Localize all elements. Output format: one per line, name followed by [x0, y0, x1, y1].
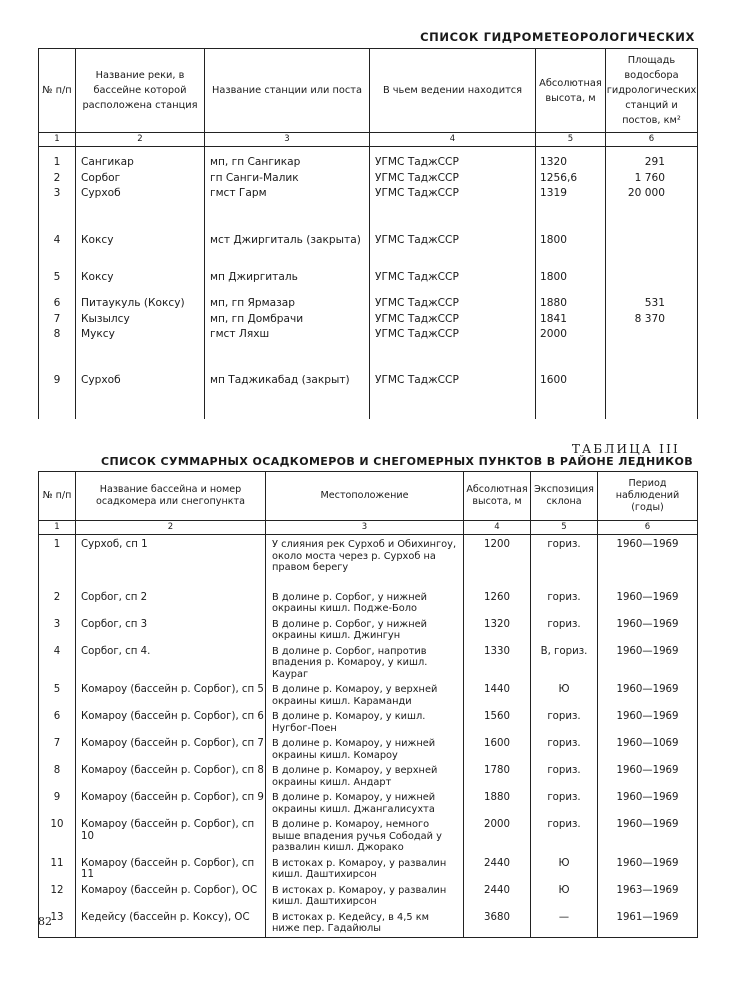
- exposure: гориз.: [531, 761, 598, 788]
- row-number: 3: [39, 615, 76, 642]
- river-name: Сурхоб: [76, 373, 205, 419]
- table-row: [39, 233, 698, 270]
- table-row: [39, 312, 698, 328]
- exposure: —: [531, 908, 598, 938]
- height: 1320: [536, 155, 606, 171]
- row-number: 1: [39, 155, 76, 171]
- gauge-name: Комароу (бассейн р. Сорбог), сп 5: [76, 680, 266, 707]
- height: 2000: [464, 815, 531, 854]
- header-cell: Название бассейна и номер осадкомера или снегопункта: [76, 472, 266, 521]
- height: 1600: [536, 373, 606, 419]
- table-row: [39, 680, 698, 707]
- row-number: 10: [39, 815, 76, 854]
- height: 1200: [464, 535, 531, 588]
- row-number: 7: [39, 312, 76, 328]
- period: 1960—1969: [598, 615, 698, 642]
- location: В долине р. Сорбог, у нижней окраины кишл. Джингун: [266, 615, 464, 642]
- table-title: СПИСОК СУММАРНЫХ ОСАДКОМЕРОВ И СНЕГОМЕРНЫХ ПУНКТОВ В РАЙОНЕ ЛЕДНИКОВ: [101, 455, 694, 468]
- station-name: гп Санги-Малик: [205, 171, 370, 187]
- height: 1256,6: [536, 171, 606, 187]
- location: В долине р. Комароу, у верхней окраины кишл. Караманди: [266, 680, 464, 707]
- location: В долине р. Комароу, у нижней окраины кишл. Джангалисухта: [266, 788, 464, 815]
- gauge-name: Сорбог, сп 2: [76, 588, 266, 615]
- header-cell: Экспозиция склона: [531, 472, 598, 521]
- page-number: 82: [38, 915, 52, 928]
- row-number: 5: [39, 270, 76, 296]
- table-row: [39, 734, 698, 761]
- owner: УГМС ТаджССР: [370, 327, 536, 373]
- owner: УГМС ТаджССР: [370, 171, 536, 187]
- period: 1963—1969: [598, 881, 698, 908]
- location: В долине р. Комароу, у верхней окраины кишл. Андарт: [266, 761, 464, 788]
- gauge-name: Комароу (бассейн р. Сорбог), ОС: [76, 881, 266, 908]
- header-cell: В чьем ведении находится: [370, 49, 536, 133]
- column-number: 4: [464, 521, 531, 535]
- row-number: 6: [39, 296, 76, 312]
- exposure: гориз.: [531, 707, 598, 734]
- table-row: [39, 373, 698, 419]
- table-row: [39, 815, 698, 854]
- station-name: мп, гп Сангикар: [205, 155, 370, 171]
- station-name: мст Джиргиталь (закрыта): [205, 233, 370, 270]
- height: 2440: [464, 881, 531, 908]
- owner: УГМС ТаджССР: [370, 296, 536, 312]
- column-number-row: [39, 521, 698, 535]
- area: 20 000: [606, 186, 698, 233]
- station-name: мп Джиргиталь: [205, 270, 370, 296]
- height: 1320: [464, 615, 531, 642]
- station-name: мп, гп Домбрачи: [205, 312, 370, 328]
- header-cell: Название реки, в бассейне которой расположена станция: [76, 49, 205, 133]
- station-name: гмст Гарм: [205, 186, 370, 233]
- location: У слияния рек Сурхоб и Обихингоу, около моста через р. Сурхоб на правом берегу: [266, 535, 464, 588]
- height: 2440: [464, 854, 531, 881]
- height: 1319: [536, 186, 606, 233]
- gauge-name: Кедейсу (бассейн р. Коксу), ОС: [76, 908, 266, 938]
- area: [606, 270, 698, 296]
- river-name: Коксу: [76, 233, 205, 270]
- location: В истоках р. Комароу, у развалин кишл. Даштихирсон: [266, 881, 464, 908]
- column-number: 3: [266, 521, 464, 535]
- exposure: гориз.: [531, 588, 598, 615]
- row-number: 2: [39, 171, 76, 187]
- owner: УГМС ТаджССР: [370, 373, 536, 419]
- station-name: мп, гп Ярмазар: [205, 296, 370, 312]
- row-number: 9: [39, 373, 76, 419]
- table-row: [39, 155, 698, 171]
- exposure: гориз.: [531, 615, 598, 642]
- area: [606, 327, 698, 373]
- exposure: Ю: [531, 881, 598, 908]
- river-name: Сурхоб: [76, 186, 205, 233]
- table-row: [39, 642, 698, 681]
- table-label: ТАБЛИЦА III: [571, 442, 680, 456]
- row-number: 8: [39, 327, 76, 373]
- height: 1330: [464, 642, 531, 681]
- exposure: гориз.: [531, 815, 598, 854]
- column-number: 5: [531, 521, 598, 535]
- row-number: 6: [39, 707, 76, 734]
- exposure: гориз.: [531, 535, 598, 588]
- area: [606, 373, 698, 419]
- exposure: гориз.: [531, 734, 598, 761]
- river-name: Коксу: [76, 270, 205, 296]
- row-number: 11: [39, 854, 76, 881]
- table-row: [39, 707, 698, 734]
- column-number: 3: [205, 133, 370, 147]
- height: 1800: [536, 233, 606, 270]
- row-number: 9: [39, 788, 76, 815]
- area: 1 760: [606, 171, 698, 187]
- height: 1841: [536, 312, 606, 328]
- header-cell: Абсолютная высота, м: [536, 49, 606, 133]
- table-row: [39, 327, 698, 373]
- table-row: [39, 535, 698, 588]
- header-cell: № п/п: [39, 49, 76, 133]
- height: 1880: [464, 788, 531, 815]
- row-number: 5: [39, 680, 76, 707]
- owner: УГМС ТаджССР: [370, 312, 536, 328]
- period: 1960—1969: [598, 588, 698, 615]
- gauge-name: Сорбог, сп 3: [76, 615, 266, 642]
- table-row: [39, 881, 698, 908]
- height: 1880: [536, 296, 606, 312]
- row-number: 4: [39, 642, 76, 681]
- gauge-name: Комароу (бассейн р. Сорбог), сп 7: [76, 734, 266, 761]
- location: В долине р. Сорбог, напротив впадения р. Комароу, у кишл. Кауpaг: [266, 642, 464, 681]
- height: 1780: [464, 761, 531, 788]
- period: 1961—1969: [598, 908, 698, 938]
- exposure: В, гориз.: [531, 642, 598, 681]
- table-row: [39, 615, 698, 642]
- height: 1440: [464, 680, 531, 707]
- table-header-row: [39, 49, 698, 133]
- header-cell: Площадь водосбора гидрологических станций и постов, км²: [606, 49, 698, 133]
- column-number: 1: [39, 133, 76, 147]
- row-number: 13: [39, 908, 76, 938]
- table-row: [39, 761, 698, 788]
- exposure: Ю: [531, 854, 598, 881]
- period: 1960—1969: [598, 707, 698, 734]
- height: 3680: [464, 908, 531, 938]
- row-number: 12: [39, 881, 76, 908]
- precipitation-gauges-table: [38, 471, 698, 938]
- header-cell: Абсолютная высота, м: [464, 472, 531, 521]
- height: 1800: [536, 270, 606, 296]
- location: В долине р. Сорбог, у нижней окраины кишл. Подже-Боло: [266, 588, 464, 615]
- owner: УГМС ТаджССР: [370, 186, 536, 233]
- header-cell: Период наблюдений (годы): [598, 472, 698, 521]
- height: 1600: [464, 734, 531, 761]
- column-number: 6: [606, 133, 698, 147]
- location: В истоках р. Комароу, у развалин кишл. Даштихирсон: [266, 854, 464, 881]
- height: 1560: [464, 707, 531, 734]
- column-number: 1: [39, 521, 76, 535]
- station-name: мп Таджикабад (закрыт): [205, 373, 370, 419]
- gauge-name: Комароу (бассейн р. Сорбог), сп 11: [76, 854, 266, 881]
- exposure: гориз.: [531, 788, 598, 815]
- gauge-name: Сурхоб, сп 1: [76, 535, 266, 588]
- row-number: 8: [39, 761, 76, 788]
- column-number: 4: [370, 133, 536, 147]
- location: В истоках р. Кедейсу, в 4,5 км ниже пер. Гадайюлы: [266, 908, 464, 938]
- exposure: Ю: [531, 680, 598, 707]
- period: 1960—1969: [598, 788, 698, 815]
- period: 1960—1969: [598, 535, 698, 588]
- area: 8 370: [606, 312, 698, 328]
- table-row: [39, 270, 698, 296]
- period: 1960—1969: [598, 761, 698, 788]
- river-name: Муксу: [76, 327, 205, 373]
- table-row: [39, 296, 698, 312]
- header-cell: № п/п: [39, 472, 76, 521]
- column-number: 2: [76, 521, 266, 535]
- header-cell: Местоположение: [266, 472, 464, 521]
- stations-table: [38, 48, 698, 419]
- owner: УГМС ТаджССР: [370, 155, 536, 171]
- running-header: СПИСОК ГИДРОМЕТЕОРОЛОГИЧЕСКИХ: [420, 30, 695, 44]
- gauge-name: Сорбог, сп 4.: [76, 642, 266, 681]
- table-header-row: [39, 472, 698, 521]
- river-name: Сангикар: [76, 155, 205, 171]
- column-number: 2: [76, 133, 205, 147]
- row-number: 1: [39, 535, 76, 588]
- table-row: [39, 788, 698, 815]
- area: 531: [606, 296, 698, 312]
- location: В долине р. Комароу, немного выше впадения ручья Сободай у развалин кишл. Джорако: [266, 815, 464, 854]
- table-row: [39, 854, 698, 881]
- table-row: [39, 171, 698, 187]
- gauge-name: Комароу (бассейн р. Сорбог), сп 10: [76, 815, 266, 854]
- row-number: 3: [39, 186, 76, 233]
- area: 291: [606, 155, 698, 171]
- gauge-name: Комароу (бассейн р. Сорбог), сп 9: [76, 788, 266, 815]
- river-name: Сорбог: [76, 171, 205, 187]
- column-number-row: [39, 133, 698, 147]
- period: 1960—1069: [598, 734, 698, 761]
- location: В долине р. Комароу, у кишл. Нугбог-Поен: [266, 707, 464, 734]
- river-name: Кызылсу: [76, 312, 205, 328]
- gauge-name: Комароу (бассейн р. Сорбог), сп 6: [76, 707, 266, 734]
- period: 1960—1969: [598, 680, 698, 707]
- station-name: гмст Ляхш: [205, 327, 370, 373]
- location: В долине р. Комароу, у нижней окраины кишл. Комароу: [266, 734, 464, 761]
- table-row: [39, 908, 698, 938]
- gauge-name: Комароу (бассейн р. Сорбог), сп 8: [76, 761, 266, 788]
- row-number: 2: [39, 588, 76, 615]
- area: [606, 233, 698, 270]
- column-number: 6: [598, 521, 698, 535]
- column-number: 5: [536, 133, 606, 147]
- row-number: 4: [39, 233, 76, 270]
- height: 2000: [536, 327, 606, 373]
- owner: УГМС ТаджССР: [370, 270, 536, 296]
- period: 1960—1969: [598, 815, 698, 854]
- row-number: 7: [39, 734, 76, 761]
- owner: УГМС ТаджССР: [370, 233, 536, 270]
- river-name: Питаукуль (Коксу): [76, 296, 205, 312]
- period: 1960—1969: [598, 642, 698, 681]
- table-row: [39, 588, 698, 615]
- table-row: [39, 186, 698, 233]
- height: 1260: [464, 588, 531, 615]
- period: 1960—1969: [598, 854, 698, 881]
- header-cell: Название станции или поста: [205, 49, 370, 133]
